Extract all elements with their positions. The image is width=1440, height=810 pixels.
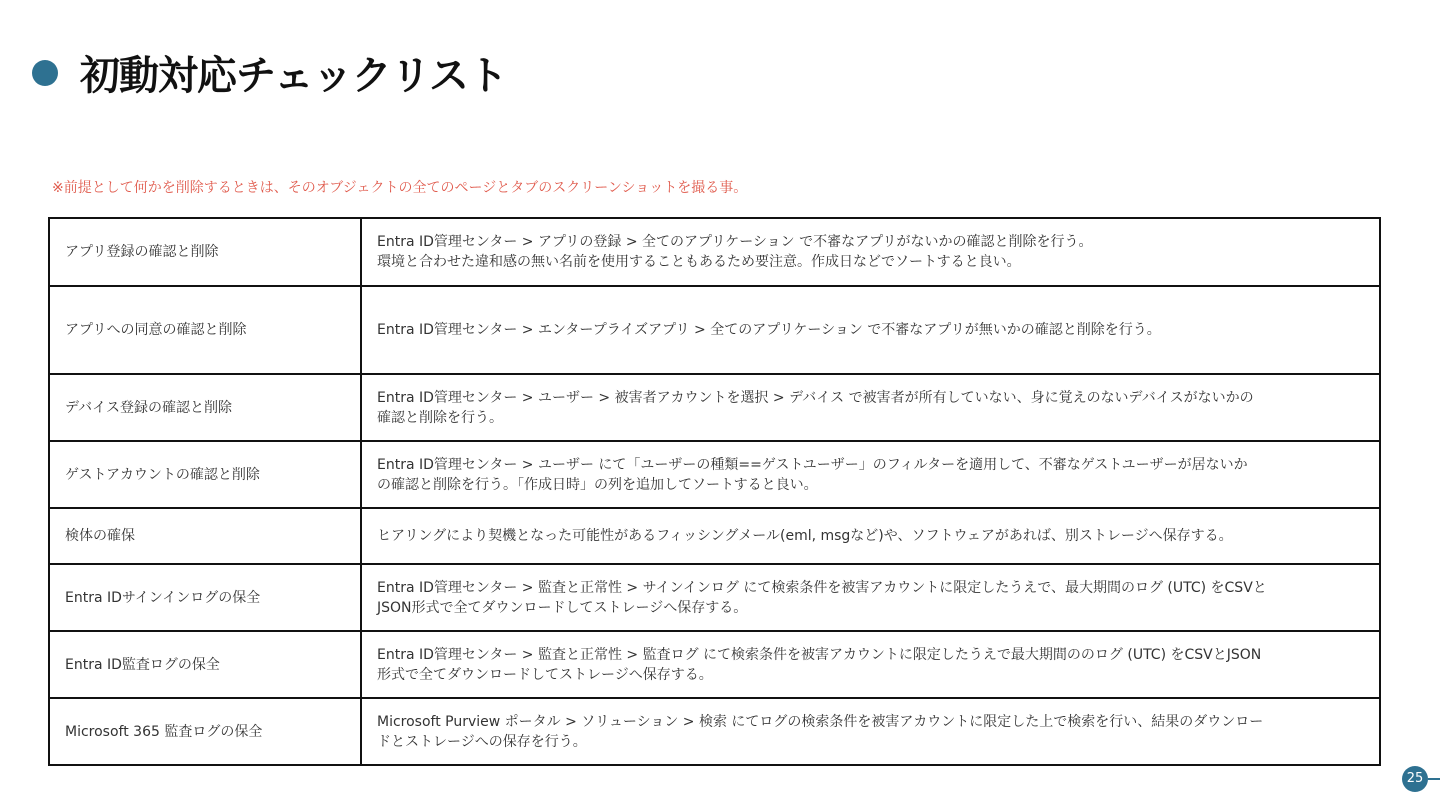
checklist-item: 検体の確保 — [49, 508, 361, 564]
checklist-item: Entra IDサインインログの保全 — [49, 564, 361, 631]
checklist-item: デバイス登録の確認と削除 — [49, 374, 361, 441]
action-line: 環境と合わせた違和感の無い名前を使用することもあるため要注意。作成日などでソートすると良い。 — [377, 254, 1021, 270]
table-row — [49, 508, 1380, 564]
checklist-action — [361, 564, 1380, 631]
page-number-badge: 25 — [1402, 766, 1428, 792]
checklist-item: Microsoft 365 監査ログの保全 — [49, 698, 361, 765]
checklist-item: アプリ登録の確認と削除 — [49, 218, 361, 286]
checklist-action — [361, 631, 1380, 698]
action-line: Entra ID管理センター > 監査と正常性 > 監査ログ にて検索条件を被害アカウントに限定したうえで最大期間ののログ (UTC) をCSVとJSON — [377, 646, 1262, 663]
action-line: 確認と削除を行う。 — [377, 409, 503, 426]
action-line: 形式で全てダウンロードしてストレージへ保存する。 — [377, 666, 713, 683]
checklist-action — [361, 441, 1380, 508]
checklist-action — [361, 698, 1380, 765]
checklist-item: アプリへの同意の確認と削除 — [49, 286, 361, 374]
table-row — [49, 698, 1380, 765]
page-number-rule — [1428, 778, 1440, 780]
checklist-item: ゲストアカウントの確認と削除 — [49, 441, 361, 508]
action-line: ヒアリングにより契機となった可能性があるフィッシングメール(eml, msgなど)や、ソフトウェアがあれば、別ストレージへ保存する。 — [377, 528, 1233, 544]
action-line: Entra ID管理センター > エンタープライズアプリ > 全てのアプリケーション で不審なアプリが無いかの確認と削除を行う。 — [377, 322, 1161, 338]
action-line: Entra ID管理センター > ユーザー > 被害者アカウントを選択 > デバイス で被害者が所有していない、身に覚えのないデバイスがないかの — [377, 389, 1254, 406]
action-line: Entra ID管理センター > アプリの登録 > 全てのアプリケーション で不審なアプリがないかの確認と削除を行う。 — [377, 234, 1093, 250]
checklist-action — [361, 286, 1380, 374]
action-line: の確認と削除を行う。「作成日時」の列を追加してソートすると良い。 — [377, 476, 818, 493]
action-line: JSON形式で全てダウンロードしてストレージへ保存する。 — [377, 599, 748, 616]
page-title: 初動対応チェックリスト — [80, 53, 507, 99]
action-line: Entra ID管理センター > ユーザー にて「ユーザーの種類==ゲストユーザー」のフィルターを適用して、不審なゲストユーザーが居ないか — [377, 456, 1248, 473]
precondition-note: ※前提として何かを削除するときは、そのオブジェクトの全てのページとタブのスクリーンショットを撮る事。 — [52, 180, 748, 196]
table-row — [49, 218, 1380, 286]
checklist-item: Entra ID監査ログの保全 — [49, 631, 361, 698]
checklist-action — [361, 218, 1380, 286]
checklist-action — [361, 374, 1380, 441]
action-line: Microsoft Purview ポータル > ソリューション > 検索 にてログの検索条件を被害アカウントに限定した上で検索を行い、結果のダウンロー — [377, 713, 1264, 730]
checklist-action — [361, 508, 1380, 564]
table-row — [49, 441, 1380, 508]
title-bullet-icon — [32, 60, 58, 86]
table-row — [49, 631, 1380, 698]
table-row — [49, 374, 1380, 441]
table-row — [49, 286, 1380, 374]
action-line: ドとストレージへの保存を行う。 — [377, 733, 587, 750]
table-row — [49, 564, 1380, 631]
checklist-table — [48, 217, 1381, 766]
action-line: Entra ID管理センター > 監査と正常性 > サインインログ にて検索条件を被害アカウントに限定したうえで、最大期間のログ (UTC) をCSVと — [377, 579, 1267, 596]
